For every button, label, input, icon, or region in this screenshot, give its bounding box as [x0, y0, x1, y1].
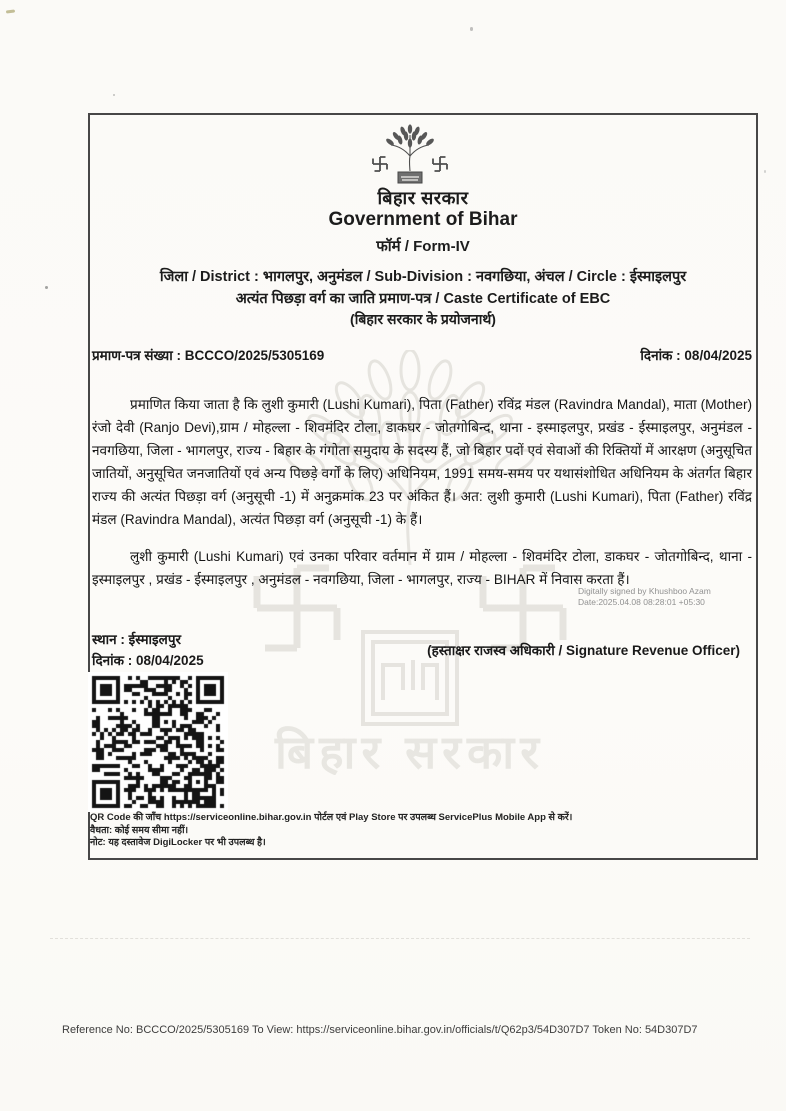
- issue-date: दिनांक : 08/04/2025: [640, 348, 752, 363]
- body-paragraph-2: लुशी कुमारी (Lushi Kumari) एवं उनका परिवार वर्तमान में ग्राम / मोहल्ला - शिवमंदिर टोला, डाकघर - जोतगोबिन्द, थाना - इस्माइलपुर , प्रखंड - ईस्माइलपुर , अनुमंडल - नवगछिया, जिला - भागलपुर, राज्य - BIHAR में निवास करता हैं।: [92, 549, 752, 587]
- watermark-text: बिहार सरकार: [274, 726, 546, 775]
- bihar-state-emblem-icon: [366, 123, 454, 187]
- scan-artifact-speck: [113, 94, 115, 96]
- qr-code: [88, 672, 228, 812]
- footer-reference-line: Reference No: BCCCO/2025/5305169 To View: https://serviceonline.bihar.gov.in/officials/t/Q62p3/54D307D7 Token No: 54D307D7: [62, 1024, 698, 1036]
- qr-note-digilocker: नोट: यह दस्तावेज DigiLocker पर भी उपलब्ध है।: [90, 837, 266, 848]
- digital-signature-date: Date:2025.04.08 08:28:01 +05:30: [578, 597, 705, 607]
- body-paragraph-1: प्रमाणित किया जाता है कि लुशी कुमारी (Lushi Kumari), पिता (Father) रविंद्र मंडल (Ravindra Mandal), माता (Mother) रंजो देवी (Ranjo Devi),ग्राम / मोहल्ला - शिवमंदिर टोला, डाकघर - जोतगोबिन्द, थाना - इस्माइलपुर, प्रखंड - ईस्माइलपुर, अनुमंडल - नवगछिया, जिला - भागलपुर, राज्य - बिहार के गंगोता समुदाय के सदस्य हैं, जो बिहार पदों एवं सेवाओं की रिक्तियों में आरक्षण (अनुसूचित जातियों, अनुसूचित जनजातियों एवं अन्य पिछड़े वर्गों के लिए) अधिनियम, 1991 समय-समय पर यथासंशोधित अधिनियम के अंतर्गत बिहार राज्य की अत्यंत पिछड़ा वर्ग (अनुसूची -1) में अनुक्रमांक 23 पर अंकित हैं। अत: लुशी कुमारी (Lushi Kumari), पिता (Father) रविंद्र मंडल (Ravindra Mandal), अत्यंत पिछड़ा वर्ग (अनुसूची -1) के हैं।: [92, 397, 752, 527]
- purpose-line: (बिहार सरकार के प्रयोजनार्थ): [350, 311, 496, 327]
- org-name-english: Government of Bihar: [328, 209, 518, 230]
- org-name-hindi: बिहार सरकार: [377, 188, 469, 208]
- scan-fold-line: [50, 938, 750, 939]
- certificate-title: अत्यंत पिछड़ा वर्ग का जाति प्रमाण-पत्र / Caste Certificate of EBC: [235, 291, 611, 307]
- scan-artifact-speck: [6, 9, 15, 13]
- certificate-number: प्रमाण-पत्र संख्या : BCCCO/2025/5305169: [92, 348, 325, 363]
- signature-date-line: दिनांक : 08/04/2025: [92, 653, 204, 668]
- scan-artifact-speck: [764, 170, 766, 173]
- revenue-officer-signature-label: (हस्ताक्षर राजस्व अधिकारी / Signature Revenue Officer): [427, 643, 740, 658]
- certificate-body: [92, 393, 752, 605]
- qr-note-verification: QR Code की जाँच https://serviceonline.bihar.gov.in पोर्टल एवं Play Store पर उपलब्ध ServicePlus Mobile App से करें।: [90, 812, 573, 823]
- form-number: फॉर्म / Form-IV: [376, 238, 470, 255]
- district-subdivision-circle-line: जिला / District : भागलपुर, अनुमंडल / Sub-Division : नवगछिया, अंचल / Circle : ईस्माइलपुर: [159, 269, 687, 285]
- digital-signature-block: [578, 586, 758, 608]
- qr-note-validity: वैधता: कोई समय सीमा नहीं।: [90, 824, 189, 836]
- place-line: स्थान : ईस्माइलपुर: [92, 632, 182, 647]
- scan-artifact-speck: [470, 27, 473, 31]
- qr-notes: [90, 812, 650, 850]
- scan-artifact-speck: [45, 286, 48, 289]
- digital-signature-signer: Digitally signed by Khushboo Azam: [578, 586, 711, 596]
